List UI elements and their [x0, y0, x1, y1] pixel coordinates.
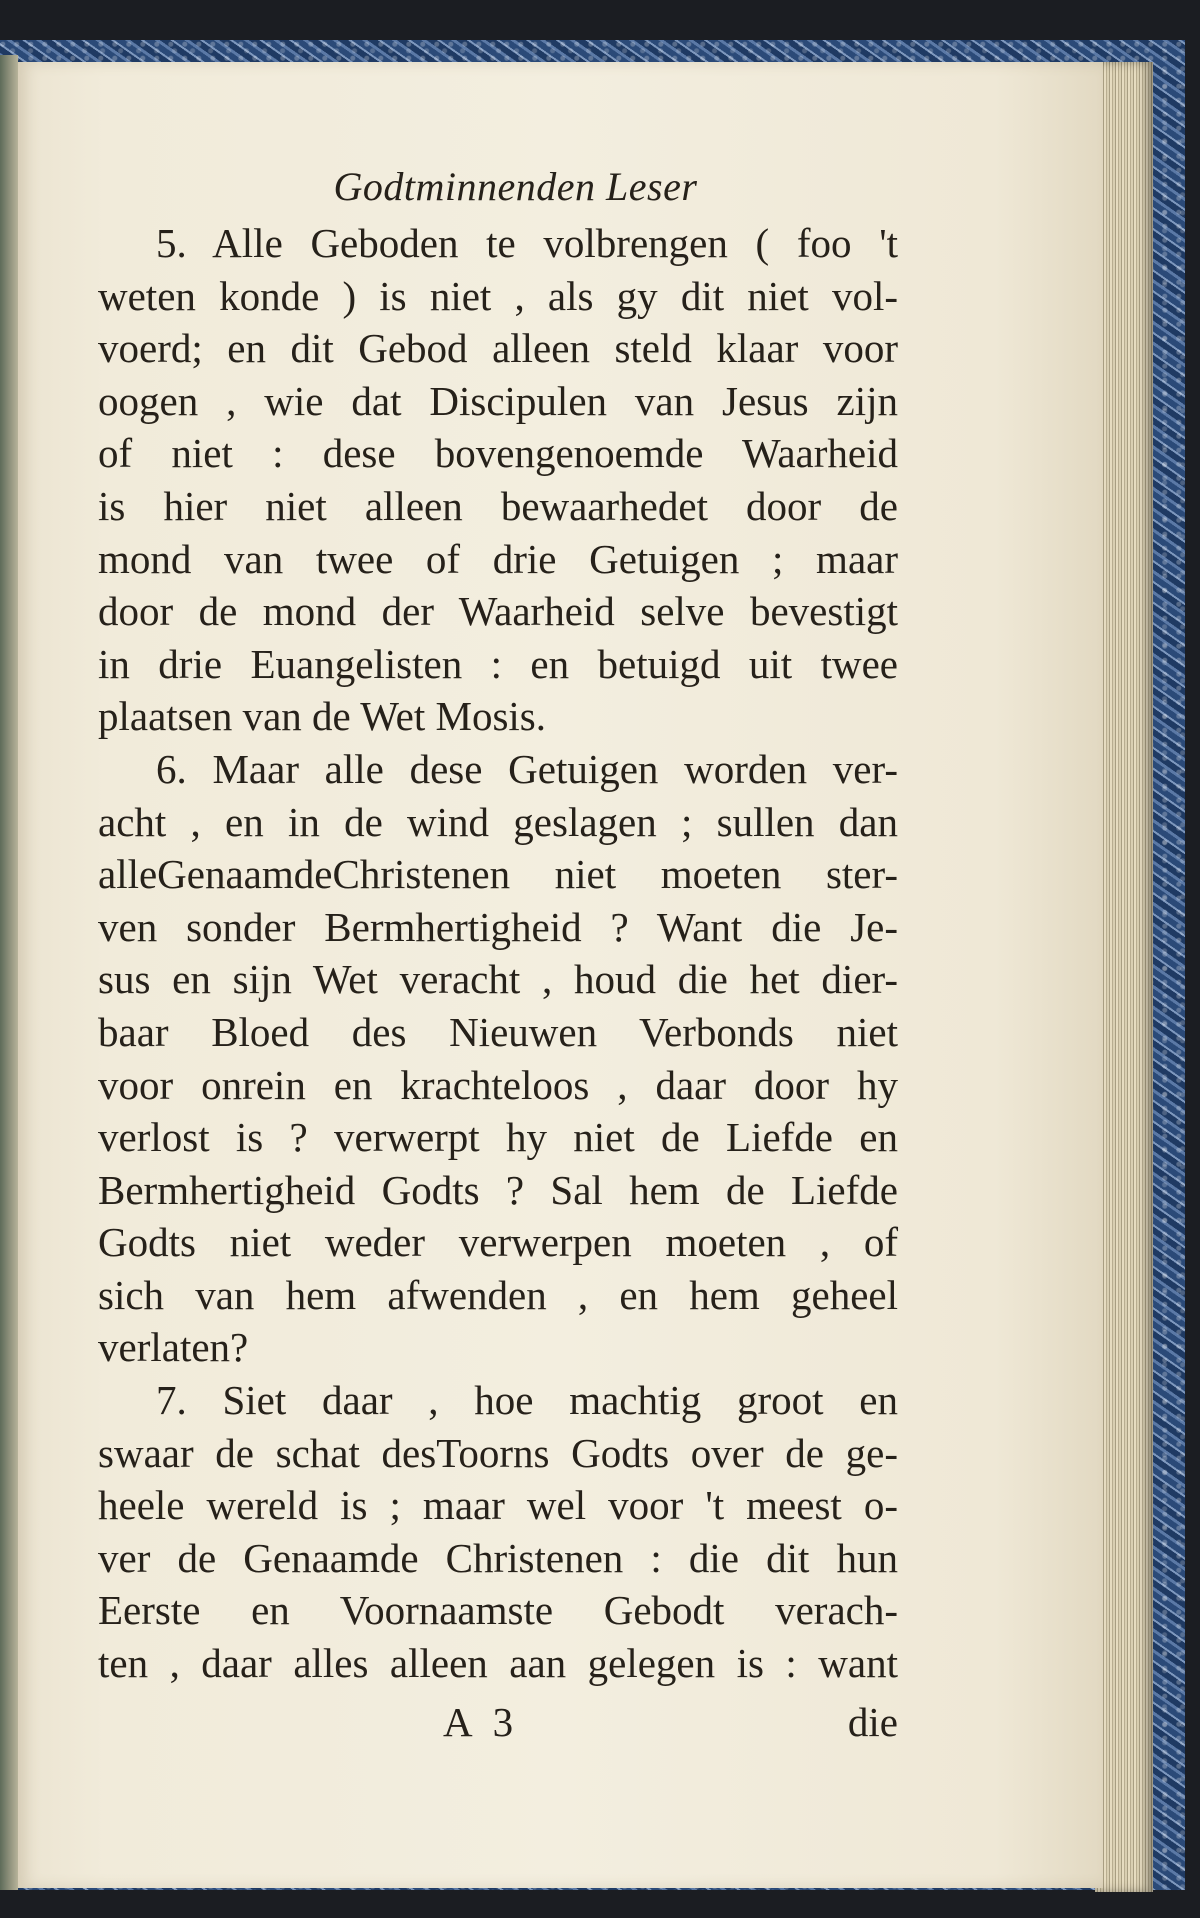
text-line: ven sonder Bermhertigheid ? Want die Je- [98, 903, 898, 950]
text-line: of niet : dese bovengenoemde Waarheid [98, 430, 898, 477]
text-line: alleGenaamdeChristenen niet moeten ster- [98, 851, 898, 898]
text-line: sus en sijn Wet veracht , houd die het dier- [98, 956, 898, 1003]
text-line: ver de Genaamde Christenen : die dit hun [98, 1534, 898, 1581]
text-block [98, 157, 898, 1756]
text-line: acht , en in de wind geslagen ; sullen dan [98, 798, 898, 845]
text-line: door de mond der Waarheid selve bevestigt [98, 588, 898, 635]
text-line: verlaten? [98, 1324, 249, 1371]
text-line: voor onrein en krachteloos , daar door hy [98, 1061, 898, 1108]
page-edges [1095, 62, 1153, 1892]
text-line: mond van twee of drie Getuigen ; maar [98, 535, 898, 582]
body-text [98, 217, 898, 1690]
text-line: baar Bloed des Nieuwen Verbonds niet [98, 1008, 898, 1055]
text-line: Godts niet weder verwerpen moeten , of [98, 1219, 898, 1266]
catch-line [98, 1696, 898, 1756]
text-line: heele wereld is ; maar wel voor 't meest o- [98, 1482, 898, 1529]
text-line: plaatsen van de Wet Mosis. [98, 693, 546, 740]
text-line: in drie Euangelisten : en betuigd uit twee [98, 640, 898, 687]
text-line: Bermhertigheid Godts ? Sal hem de Liefde [98, 1166, 898, 1213]
text-line: verlost is ? verwerpt hy niet de Liefde en [98, 1114, 898, 1161]
running-head: Godtminnenden Leser [333, 164, 698, 209]
book-page [18, 62, 1103, 1888]
text-line: is hier niet alleen bewaarhedet door de [98, 482, 898, 529]
text-line: Eerste en Voornaamste Gebodt verach- [98, 1587, 898, 1634]
text-line: 7. Siet daar , hoe machtig groot en [156, 1377, 898, 1424]
signature-mark: A 3 [443, 1698, 520, 1745]
text-line: sich van hem afwenden , en hem geheel [98, 1271, 898, 1318]
facing-page-edge [0, 55, 18, 1890]
catchword: die [847, 1698, 898, 1745]
text-line: oogen , wie dat Discipulen van Jesus zijn [98, 377, 898, 424]
text-line: 6. Maar alle dese Getuigen worden ver- [156, 745, 898, 792]
text-line: voerd; en dit Gebod alleen steld klaar voor [98, 325, 898, 372]
text-line: swaar de schat desToorns Godts over de ge- [98, 1429, 898, 1476]
text-line: 5. Alle Geboden te volbrengen ( foo 't [156, 220, 898, 266]
text-line: weten konde ) is niet , als gy dit niet vol- [98, 272, 898, 319]
text-line: ten , daar alles alleen aan gelegen is : want [98, 1640, 898, 1687]
